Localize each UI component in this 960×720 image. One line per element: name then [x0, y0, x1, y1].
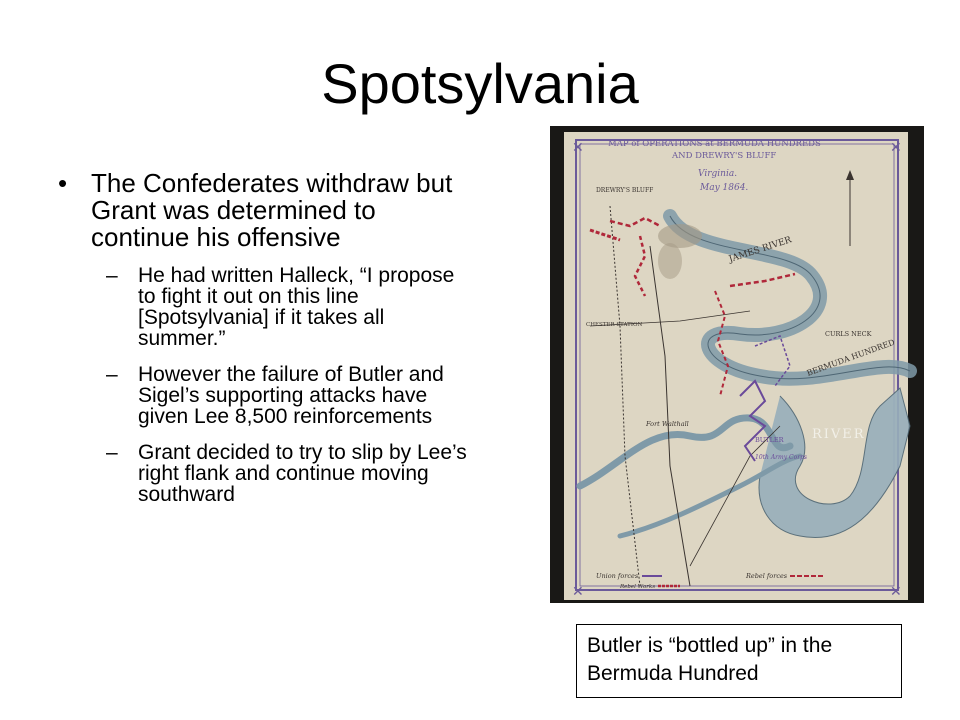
corner-star-icon: ✕: [890, 140, 902, 156]
legend-union: Union forces: [596, 572, 639, 580]
label-drewrys-bluff: DREWRY'S BLUFF: [596, 187, 654, 194]
corner-star-icon: ✕: [890, 584, 902, 600]
label-fort-walthall: Fort Walthall: [646, 420, 689, 428]
label-butler: BUTLER: [755, 436, 784, 444]
sub-bullet: [56, 442, 476, 505]
main-bullet: [56, 170, 476, 251]
hill-shading: [658, 224, 702, 248]
bullet-marker: •: [58, 168, 68, 198]
main-bullet-text: The Confederates withdraw but Grant was determined to continue his offensive: [91, 168, 453, 252]
label-chester-station: CHESTER STATION: [586, 322, 643, 328]
label-corps: 10th Army Corps: [755, 454, 807, 461]
legend-rebel-works: Rebel Works: [620, 584, 656, 590]
sub-bullet-text: Grant decided to try to slip by Lee’s right flank and continue moving southward: [138, 441, 467, 506]
label-curls-neck: CURLS NECK: [825, 330, 872, 338]
historical-map-image: [550, 126, 924, 603]
map-drawing: [550, 126, 924, 603]
label-river: RIVER: [812, 427, 866, 442]
bullet-list: [56, 170, 476, 520]
caption-box: Butler is “bottled up” in the Bermuda Hundred: [576, 624, 902, 698]
slide-title: Spotsylvania: [321, 52, 639, 115]
corner-star-icon: ✕: [572, 584, 584, 600]
corner-star-icon: ✕: [572, 140, 584, 156]
sub-bullet-marker: –: [106, 264, 118, 287]
sub-bullet-text: He had written Halleck, “I propose to fight it out on this line [Spotsylvania] if it takes all summer.”: [138, 264, 455, 350]
sub-bullet: [56, 364, 476, 427]
sub-bullet-text: However the failure of Butler and Sigel’s supporting attacks have given Lee 8,500 reinforcements: [138, 363, 444, 428]
sub-bullet-list: [56, 265, 476, 505]
sub-bullet-marker: –: [106, 441, 118, 464]
hill-shading: [658, 243, 682, 279]
label-bermuda-hundred: BERMUDA HUNDRED: [805, 337, 896, 378]
sub-bullet-marker: –: [106, 363, 118, 386]
map-title-line1: MAP of OPERATIONS at BERMUDA HUNDREDS: [608, 139, 821, 149]
sub-bullet: [56, 265, 476, 349]
map-title-line2: AND DREWRY'S BLUFF: [672, 151, 777, 161]
legend-rebel: Rebel forces: [746, 572, 788, 580]
map-title-line4: May 1864.: [700, 183, 749, 193]
label-james-river: JAMES RIVER: [727, 235, 793, 265]
map-title-line3: Virginia.: [698, 169, 738, 179]
